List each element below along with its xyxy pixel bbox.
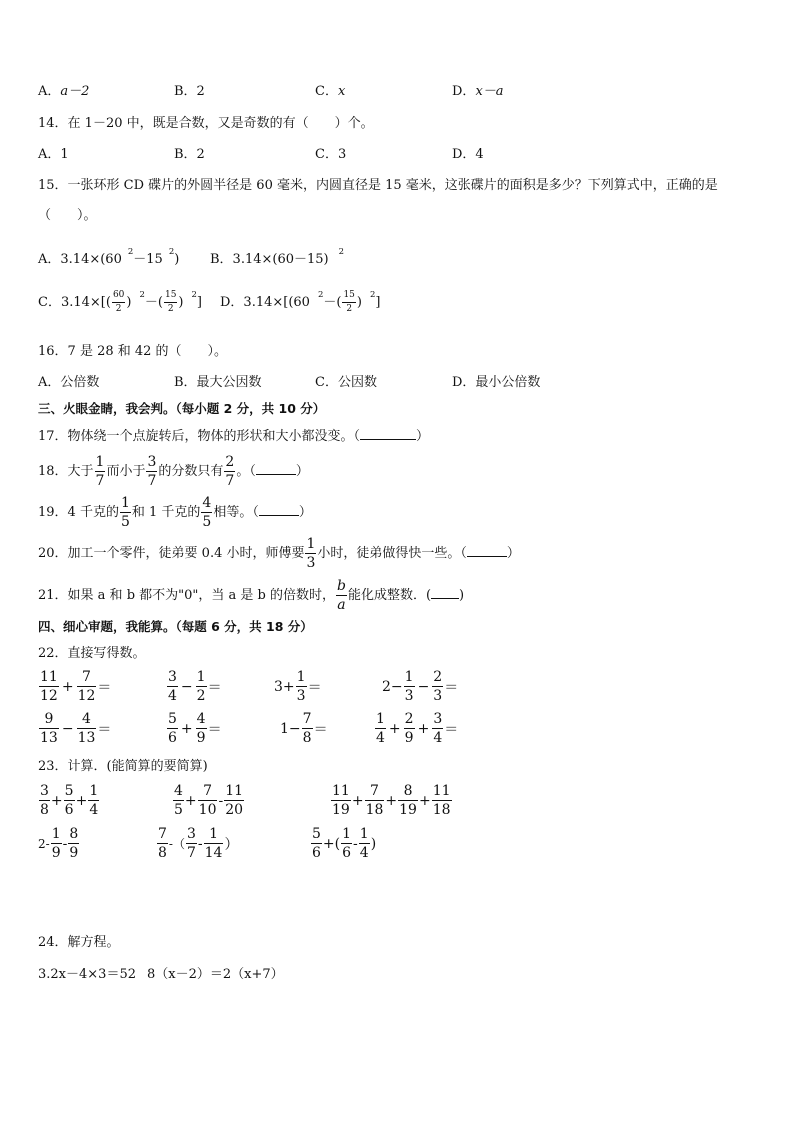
q23-expr-2: $\frac{4}{5}$ + $\frac{7}{10}$ - $\frac{11}{20}$ — [174, 783, 244, 818]
q24-title: 24．解方程。 — [38, 935, 120, 950]
q22-expr-7: 1− $\frac{7}{8}$ ＝ — [280, 711, 328, 746]
q23-expr-3: $\frac{11}{19}$ + $\frac{7}{18}$ + $\frac{8}{19}$ + $\frac{11}{18}$ — [332, 783, 451, 818]
q23-expr-4: 2- $\frac{1}{9}$ - $\frac{8}{9}$ — [38, 826, 79, 861]
q23-expr-1: $\frac{3}{8}$ + $\frac{5}{6}$ + $\frac{1}{4}$ — [40, 783, 99, 818]
q22-expr-3: 3+ $\frac{1}{3}$ ＝ — [274, 669, 322, 704]
q16-option-a: A．公倍数 — [38, 375, 100, 390]
q15-option-d: D．3.14×[(60 $^2$－( $\frac{15}{2}$ ) $^2$] — [220, 290, 381, 314]
q19: 19．4 千克的 $\frac{1}{5}$ 和 1 千克的 $\frac{4}{5}$ 相等。（ ） — [38, 495, 312, 530]
section-3-heading: 三、火眼金睛，我会判。（每小题 2 分，共 10 分） — [38, 401, 326, 416]
q20: 20．加工一个零件，徒弟要 0.4 小时，师傅要 $\frac{1}{3}$ 小时，徒弟做得快一些。（ ） — [38, 536, 520, 571]
q18: 18．大于 $\frac{1}{7}$ 而小于 $\frac{3}{7}$ 的分数只有 $\frac{2}{7}$ 。（ ） — [38, 454, 309, 489]
q13-option-d: D．x－a — [452, 84, 504, 99]
q24-equation-1: 3.2x－4×3＝52 — [38, 967, 136, 982]
q13-option-b: B．2 — [174, 84, 205, 99]
q22-expr-6: $\frac{5}{6}$ + $\frac{4}{9}$ ＝ — [168, 711, 222, 746]
q16-option-d: D．最小公倍数 — [452, 375, 541, 390]
q16-stem: 16．7 是 28 和 42 的（ ）。 — [38, 344, 228, 359]
q22-expr-5: $\frac{9}{13}$ − $\frac{4}{13}$ ＝ — [40, 711, 112, 746]
q13-option-a: A．a－2 — [38, 84, 90, 99]
q16-option-c: C．公因数 — [315, 375, 377, 390]
q15-stem: 15．一张环形 CD 碟片的外圆半径是 60 毫米，内圆直径是 15 毫米，这张碟片的面积是多少？下列算式中，正确的是 — [38, 178, 718, 193]
q14-stem: 14．在 1－20 中，既是合数，又是奇数的有（ ）个。 — [38, 116, 374, 131]
section-4-heading: 四、细心审题，我能算。（每题 6 分，共 18 分） — [38, 619, 313, 634]
q15-option-c: C．3.14×[( $\frac{60}{2}$ ) $^2$－( $\frac{15}{2}$ ) $^2$] — [38, 290, 202, 314]
q24-equation-2: 8（x－2）＝2（x+7） — [147, 967, 284, 982]
q14-option-c: C．3 — [315, 147, 347, 162]
q23-expr-6: $\frac{5}{6}$ +( $\frac{1}{6}$ - $\frac{1}{4}$ ) — [312, 826, 377, 861]
q13-option-c: C．x — [315, 84, 346, 99]
q23-expr-5: $\frac{7}{8}$ -（ $\frac{3}{7}$ - $\frac{1}{14}$ ） — [158, 826, 239, 861]
q22-expr-8: $\frac{1}{4}$ + $\frac{2}{9}$ + $\frac{3}{4}$ ＝ — [376, 711, 459, 746]
q16-option-b: B．最大公因数 — [174, 375, 262, 390]
q17: 17．物体绕一个点旋转后，物体的形状和大小都没变。（ ） — [38, 429, 430, 444]
q22-expr-1: $\frac{11}{12}$ + $\frac{7}{12}$ ＝ — [40, 669, 112, 704]
q22-title: 22．直接写得数。 — [38, 646, 146, 661]
q15-stem-cont: （ ）。 — [38, 208, 97, 223]
q14-option-a: A．1 — [38, 147, 69, 162]
q14-option-b: B．2 — [174, 147, 205, 162]
q22-expr-2: $\frac{3}{4}$ − $\frac{1}{2}$ ＝ — [168, 669, 222, 704]
q14-option-d: D．4 — [452, 147, 484, 162]
q15-option-a: A．3.14×(60 $^2$－15 $^2$) — [38, 247, 180, 267]
q22-expr-4: 2− $\frac{1}{3}$ − $\frac{2}{3}$ ＝ — [382, 669, 459, 704]
q15-option-b: B．3.14×(60－15) $^2$ — [210, 247, 345, 267]
q23-title: 23．计算．(能简算的要简算) — [38, 759, 208, 774]
q21: 21．如果 a 和 b 都不为"0"，当 a 是 b 的倍数时， $\frac{b}{a}$ 能化成整数．( ) — [38, 578, 465, 613]
